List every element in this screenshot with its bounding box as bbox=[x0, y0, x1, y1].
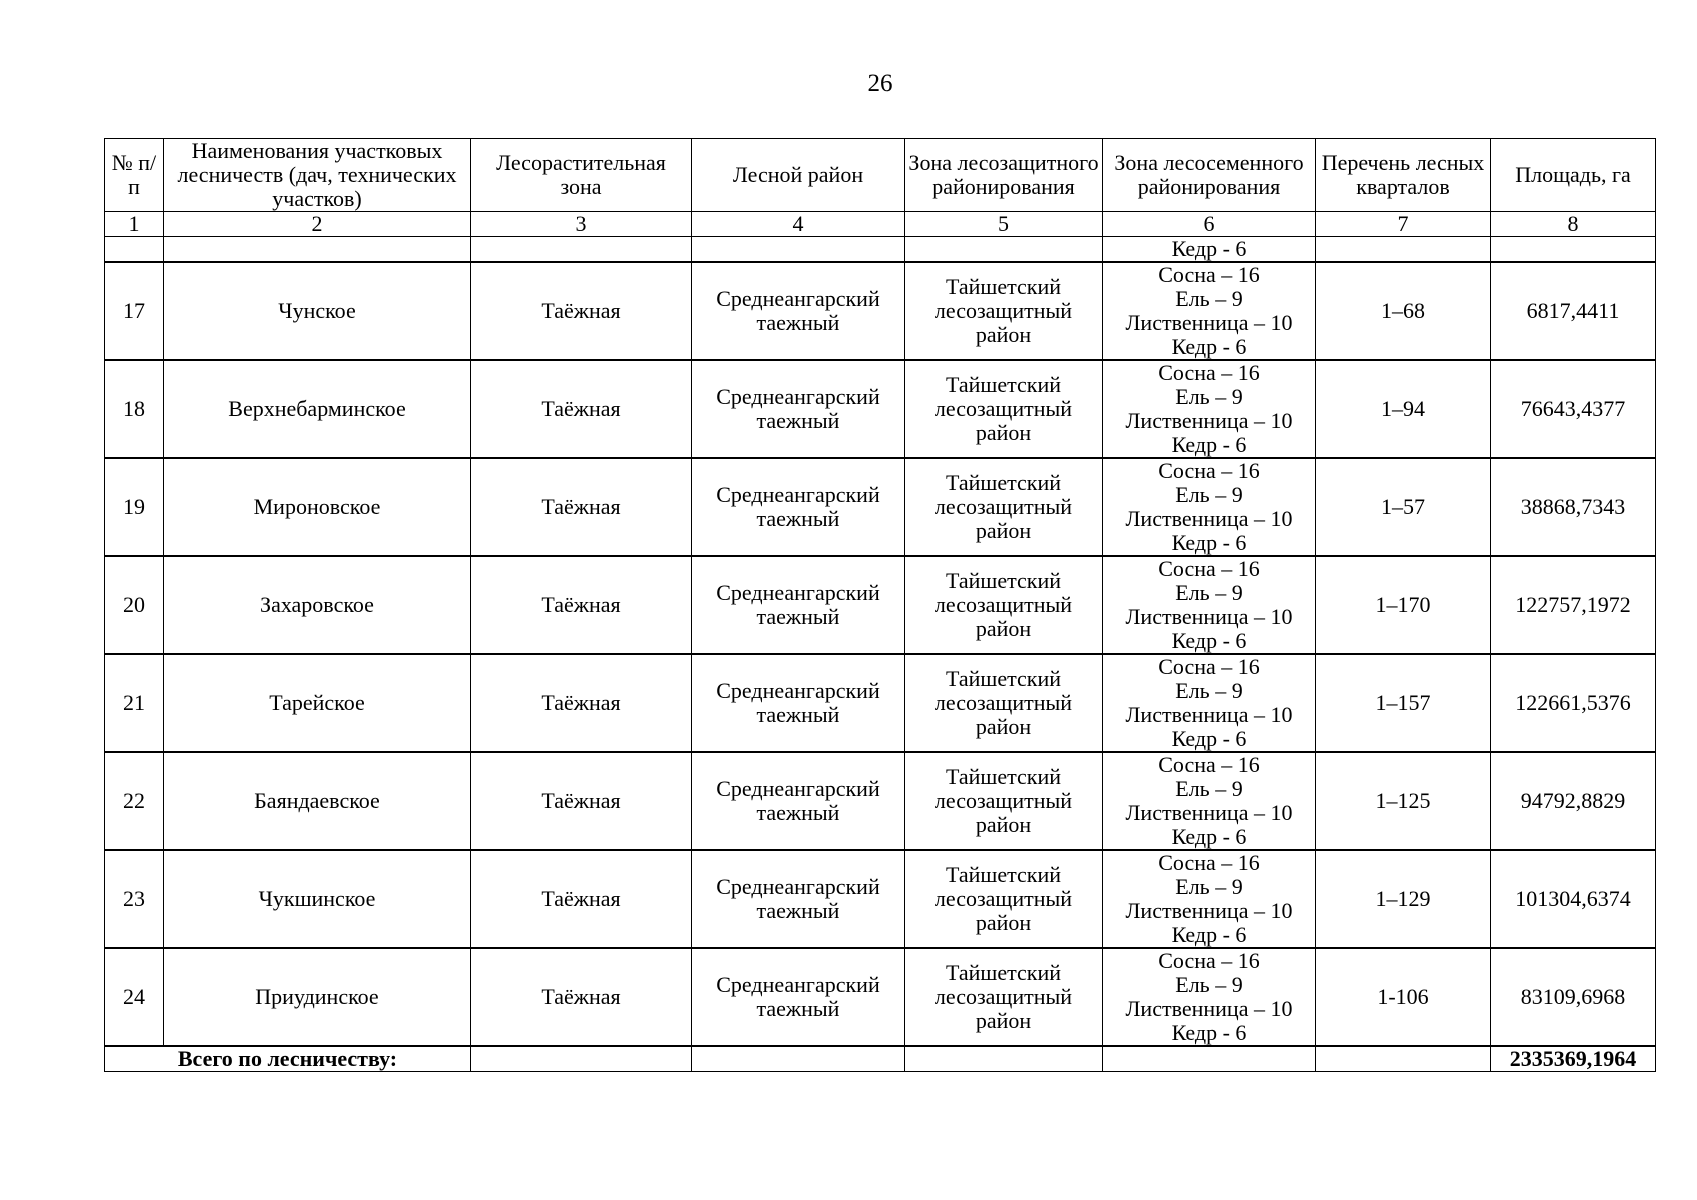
column-number: 4 bbox=[692, 212, 905, 237]
breed-line: Лиственница – 10 bbox=[1125, 310, 1293, 335]
table-cell bbox=[164, 237, 471, 263]
area-cell: 76643,4377 bbox=[1491, 360, 1656, 458]
vegetation-zone-cell: Таёжная bbox=[471, 262, 692, 360]
protection-zone-cell: Тайшетский лесозащитный район bbox=[905, 752, 1103, 850]
breed-line: Ель – 9 bbox=[1175, 286, 1243, 311]
seed-zone-cell bbox=[1103, 752, 1316, 850]
column-header: Лесорастительная зона bbox=[471, 139, 692, 212]
table-cell bbox=[471, 1046, 692, 1072]
breed-line: Ель – 9 bbox=[1175, 776, 1243, 801]
seed-zone-cell bbox=[1103, 458, 1316, 556]
table-cell bbox=[1103, 1046, 1316, 1072]
quarters-cell: 1–129 bbox=[1316, 850, 1491, 948]
row-number-cell: 17 bbox=[105, 262, 164, 360]
column-number-row bbox=[105, 212, 1656, 237]
forestry-name-cell: Тарейское bbox=[164, 654, 471, 752]
row-number-cell: 21 bbox=[105, 654, 164, 752]
column-number: 7 bbox=[1316, 212, 1491, 237]
area-cell: 38868,7343 bbox=[1491, 458, 1656, 556]
breed-line: Сосна – 16 bbox=[1158, 458, 1260, 483]
table-cell bbox=[692, 237, 905, 263]
quarters-cell: 1–94 bbox=[1316, 360, 1491, 458]
breed-line: Сосна – 16 bbox=[1158, 360, 1260, 385]
area-cell: 83109,6968 bbox=[1491, 948, 1656, 1046]
breeds-cell: Кедр - 6 bbox=[1103, 237, 1316, 263]
breed-line: Ель – 9 bbox=[1175, 874, 1243, 899]
breed-line: Кедр - 6 bbox=[1171, 824, 1247, 849]
protection-zone-cell: Тайшетский лесозащитный район bbox=[905, 948, 1103, 1046]
breed-line: Лиственница – 10 bbox=[1125, 898, 1293, 923]
vegetation-zone-cell: Таёжная bbox=[471, 360, 692, 458]
column-number: 8 bbox=[1491, 212, 1656, 237]
forest-district-cell: Среднеангарский таежный bbox=[692, 262, 905, 360]
vegetation-zone-cell: Таёжная bbox=[471, 458, 692, 556]
row-number-cell: 23 bbox=[105, 850, 164, 948]
forest-district-cell: Среднеангарский таежный bbox=[692, 948, 905, 1046]
breed-line: Лиственница – 10 bbox=[1125, 996, 1293, 1021]
area-cell: 6817,4411 bbox=[1491, 262, 1656, 360]
forest-district-cell: Среднеангарский таежный bbox=[692, 654, 905, 752]
protection-zone-cell: Тайшетский лесозащитный район bbox=[905, 850, 1103, 948]
table-row bbox=[105, 850, 1656, 948]
row-number-cell: 24 bbox=[105, 948, 164, 1046]
breed-line: Сосна – 16 bbox=[1158, 948, 1260, 973]
breed-line: Сосна – 16 bbox=[1158, 556, 1260, 581]
protection-zone-cell: Тайшетский лесозащитный район bbox=[905, 458, 1103, 556]
protection-zone-cell: Тайшетский лесозащитный район bbox=[905, 654, 1103, 752]
table-cell bbox=[1491, 237, 1656, 263]
forestry-table bbox=[104, 138, 1656, 1072]
breed-line: Кедр - 6 bbox=[1171, 432, 1247, 457]
continuation-row bbox=[105, 237, 1656, 263]
breed-line: Лиственница – 10 bbox=[1125, 506, 1293, 531]
forest-district-cell: Среднеангарский таежный bbox=[692, 360, 905, 458]
breed-line: Лиственница – 10 bbox=[1125, 702, 1293, 727]
quarters-cell: 1–125 bbox=[1316, 752, 1491, 850]
column-header: Зона лесозащитного районирования bbox=[905, 139, 1103, 212]
breed-line: Кедр - 6 bbox=[1171, 726, 1247, 751]
column-number: 3 bbox=[471, 212, 692, 237]
column-number: 6 bbox=[1103, 212, 1316, 237]
vegetation-zone-cell: Таёжная bbox=[471, 752, 692, 850]
breed-line: Лиственница – 10 bbox=[1125, 800, 1293, 825]
breed-line: Сосна – 16 bbox=[1158, 262, 1260, 287]
quarters-cell: 1–68 bbox=[1316, 262, 1491, 360]
breed-line: Сосна – 16 bbox=[1158, 850, 1260, 875]
column-header: Зона лесосеменного районирования bbox=[1103, 139, 1316, 212]
forestry-name-cell: Приудинское bbox=[164, 948, 471, 1046]
vegetation-zone-cell: Таёжная bbox=[471, 948, 692, 1046]
column-number: 5 bbox=[905, 212, 1103, 237]
breed-line: Лиственница – 10 bbox=[1125, 408, 1293, 433]
column-header: Лесной район bbox=[692, 139, 905, 212]
breed-line: Лиственница – 10 bbox=[1125, 604, 1293, 629]
forest-district-cell: Среднеангарский таежный bbox=[692, 752, 905, 850]
forest-district-cell: Среднеангарский таежный bbox=[692, 850, 905, 948]
table-cell bbox=[1316, 1046, 1491, 1072]
table-row bbox=[105, 458, 1656, 556]
column-header: № п/п bbox=[105, 139, 164, 212]
column-header: Площадь, га bbox=[1491, 139, 1656, 212]
total-row bbox=[105, 1046, 1656, 1072]
total-label: Всего по лесничеству: bbox=[105, 1046, 471, 1072]
column-header: Перечень лесных кварталов bbox=[1316, 139, 1491, 212]
column-header: Наименования участковых лесничеств (дач, технических участков) bbox=[164, 139, 471, 212]
table-row bbox=[105, 948, 1656, 1046]
vegetation-zone-cell: Таёжная bbox=[471, 850, 692, 948]
breed-line: Ель – 9 bbox=[1175, 482, 1243, 507]
breed-line: Ель – 9 bbox=[1175, 678, 1243, 703]
quarters-cell: 1-106 bbox=[1316, 948, 1491, 1046]
forestry-name-cell: Чунское bbox=[164, 262, 471, 360]
table-cell bbox=[1316, 237, 1491, 263]
breed-line: Сосна – 16 bbox=[1158, 752, 1260, 777]
vegetation-zone-cell: Таёжная bbox=[471, 654, 692, 752]
row-number-cell: 20 bbox=[105, 556, 164, 654]
breed-line: Сосна – 16 bbox=[1158, 654, 1260, 679]
row-number-cell: 18 bbox=[105, 360, 164, 458]
area-cell: 101304,6374 bbox=[1491, 850, 1656, 948]
seed-zone-cell bbox=[1103, 948, 1316, 1046]
breed-line: Кедр - 6 bbox=[1171, 628, 1247, 653]
table-body bbox=[105, 237, 1656, 1047]
forestry-name-cell: Мироновское bbox=[164, 458, 471, 556]
table-cell bbox=[905, 1046, 1103, 1072]
breed-line: Ель – 9 bbox=[1175, 384, 1243, 409]
row-number-cell: 19 bbox=[105, 458, 164, 556]
table-row bbox=[105, 654, 1656, 752]
seed-zone-cell bbox=[1103, 654, 1316, 752]
table-cell bbox=[692, 1046, 905, 1072]
vegetation-zone-cell: Таёжная bbox=[471, 556, 692, 654]
quarters-cell: 1–57 bbox=[1316, 458, 1491, 556]
area-cell: 122757,1972 bbox=[1491, 556, 1656, 654]
table-row bbox=[105, 262, 1656, 360]
breed-line: Кедр - 6 bbox=[1171, 530, 1247, 555]
table-cell bbox=[471, 237, 692, 263]
quarters-cell: 1–170 bbox=[1316, 556, 1491, 654]
area-cell: 94792,8829 bbox=[1491, 752, 1656, 850]
forestry-name-cell: Захаровское bbox=[164, 556, 471, 654]
table-cell bbox=[905, 237, 1103, 263]
breed-line: Кедр - 6 bbox=[1171, 334, 1247, 359]
column-number: 2 bbox=[164, 212, 471, 237]
protection-zone-cell: Тайшетский лесозащитный район bbox=[905, 262, 1103, 360]
quarters-cell: 1–157 bbox=[1316, 654, 1491, 752]
area-cell: 122661,5376 bbox=[1491, 654, 1656, 752]
protection-zone-cell: Тайшетский лесозащитный район bbox=[905, 556, 1103, 654]
forestry-name-cell: Верхнебарминское bbox=[164, 360, 471, 458]
table-row bbox=[105, 556, 1656, 654]
seed-zone-cell bbox=[1103, 262, 1316, 360]
seed-zone-cell bbox=[1103, 850, 1316, 948]
table-row bbox=[105, 360, 1656, 458]
table-row bbox=[105, 752, 1656, 850]
breed-line: Ель – 9 bbox=[1175, 580, 1243, 605]
seed-zone-cell bbox=[1103, 360, 1316, 458]
breed-line: Кедр - 6 bbox=[1171, 1020, 1247, 1045]
page-number: 26 bbox=[867, 70, 893, 97]
forestry-name-cell: Чукшинское bbox=[164, 850, 471, 948]
table-cell bbox=[105, 237, 164, 263]
forestry-name-cell: Баяндаевское bbox=[164, 752, 471, 850]
row-number-cell: 22 bbox=[105, 752, 164, 850]
total-area: 2335369,1964 bbox=[1491, 1046, 1656, 1072]
forest-district-cell: Среднеангарский таежный bbox=[692, 556, 905, 654]
protection-zone-cell: Тайшетский лесозащитный район bbox=[905, 360, 1103, 458]
breed-line: Ель – 9 bbox=[1175, 972, 1243, 997]
forest-district-cell: Среднеангарский таежный bbox=[692, 458, 905, 556]
column-number: 1 bbox=[105, 212, 164, 237]
seed-zone-cell bbox=[1103, 556, 1316, 654]
breed-line: Кедр - 6 bbox=[1171, 922, 1247, 947]
table-header-row bbox=[105, 139, 1656, 212]
